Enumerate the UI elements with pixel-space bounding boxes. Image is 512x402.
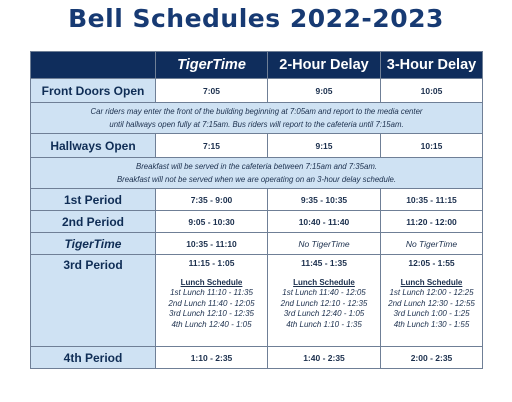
period-time: 12:05 - 1:55 xyxy=(408,258,455,268)
time-cell: 10:35 - 11:10 xyxy=(156,233,268,255)
lunch-line: 4th Lunch 1:10 - 1:35 xyxy=(286,319,362,329)
time-cell: 7:15 xyxy=(156,134,268,158)
arrival-note xyxy=(31,103,483,134)
lunch-line: 1st Lunch 11:40 - 12:05 xyxy=(282,288,366,297)
lunch-line: 4th Lunch 12:40 - 1:05 xyxy=(171,319,252,329)
time-cell: 10:40 - 11:40 xyxy=(268,211,381,233)
time-cell: 1:40 - 2:35 xyxy=(268,347,381,369)
row-label: Front Doors Open xyxy=(31,79,156,103)
header-row xyxy=(31,52,483,79)
row-label: 2nd Period xyxy=(31,211,156,233)
page-title: Bell Schedules 2022-2023 xyxy=(68,4,444,33)
lunch-line: 1st Lunch 12:00 - 12:25 xyxy=(389,288,474,297)
row-label: 1st Period xyxy=(31,189,156,211)
note-line: Breakfast will be served in the cafeteria between 7:15am and 7:35am. xyxy=(136,162,377,171)
row-3rd-period xyxy=(31,255,483,347)
lunch-line: 2nd Lunch 12:10 - 12:35 xyxy=(280,298,368,308)
lunch-line: 2nd Lunch 11:40 - 12:05 xyxy=(168,298,255,308)
time-cell: 2:00 - 2:35 xyxy=(381,347,483,369)
lunch-line: 3rd Lunch 1:00 - 1:25 xyxy=(393,309,470,318)
no-tigertime-cell: No TigerTime xyxy=(381,233,483,255)
header-corner xyxy=(31,52,156,79)
column-header-tigertime: TigerTime xyxy=(156,52,268,79)
row-front-doors xyxy=(31,79,483,103)
column-header-3hr-delay: 3-Hour Delay xyxy=(381,52,483,79)
time-cell: 10:35 - 11:15 xyxy=(381,189,483,211)
row-4th-period xyxy=(31,347,483,369)
lunch-line: 3rd Lunch 12:40 - 1:05 xyxy=(283,309,365,318)
note-line: until hallways open fully at 7:15am. Bus riders will report to the cafeteria until 7:15am. xyxy=(109,120,404,129)
time-cell: 9:15 xyxy=(268,134,381,158)
breakfast-note xyxy=(31,158,483,189)
time-cell: 9:05 xyxy=(268,79,381,103)
period-lunch-cell xyxy=(381,255,483,347)
period-lunch-cell xyxy=(268,255,381,347)
row-label: 4th Period xyxy=(31,347,156,369)
time-cell: 1:10 - 2:35 xyxy=(156,347,268,369)
note-row-breakfast xyxy=(31,158,483,189)
time-cell: 7:35 - 9:00 xyxy=(156,189,268,211)
time-cell: 11:20 - 12:00 xyxy=(381,211,483,233)
row-label: Hallways Open xyxy=(31,134,156,158)
period-lunch-cell xyxy=(156,255,268,347)
row-label: 3rd Period xyxy=(31,255,156,347)
no-tigertime-cell: No TigerTime xyxy=(268,233,381,255)
column-header-2hr-delay: 2-Hour Delay xyxy=(268,52,381,79)
time-cell: 9:35 - 10:35 xyxy=(268,189,381,211)
period-time: 11:15 - 1:05 xyxy=(188,258,235,268)
row-tigertime xyxy=(31,233,483,255)
row-2nd-period xyxy=(31,211,483,233)
lunch-line: 1st Lunch 11:10 - 11:35 xyxy=(170,288,253,297)
note-line: Car riders may enter the front of the building beginning at 7:05am and report to the media center xyxy=(90,107,423,116)
lunch-line: 4th Lunch 1:30 - 1:55 xyxy=(393,319,470,329)
time-cell: 7:05 xyxy=(156,79,268,103)
lunch-line: 2nd Lunch 12:30 - 12:55 xyxy=(388,298,475,308)
time-cell: 10:15 xyxy=(381,134,483,158)
lunch-schedule-heading: Lunch Schedule xyxy=(180,278,243,287)
lunch-schedule-heading: Lunch Schedule xyxy=(293,278,355,287)
time-cell: 10:05 xyxy=(381,79,483,103)
note-row-arrival xyxy=(31,103,483,134)
bell-schedule-table xyxy=(30,51,483,369)
row-label: TigerTime xyxy=(31,233,156,255)
period-time: 11:45 - 1:35 xyxy=(301,258,347,268)
lunch-schedule-heading: Lunch Schedule xyxy=(400,278,463,287)
lunch-line: 3rd Lunch 12:10 - 12:35 xyxy=(169,309,254,318)
row-1st-period xyxy=(31,189,483,211)
row-hallways xyxy=(31,134,483,158)
time-cell: 9:05 - 10:30 xyxy=(156,211,268,233)
note-line: Breakfast will not be served when we are operating on an 3-hour delay schedule. xyxy=(116,175,397,184)
